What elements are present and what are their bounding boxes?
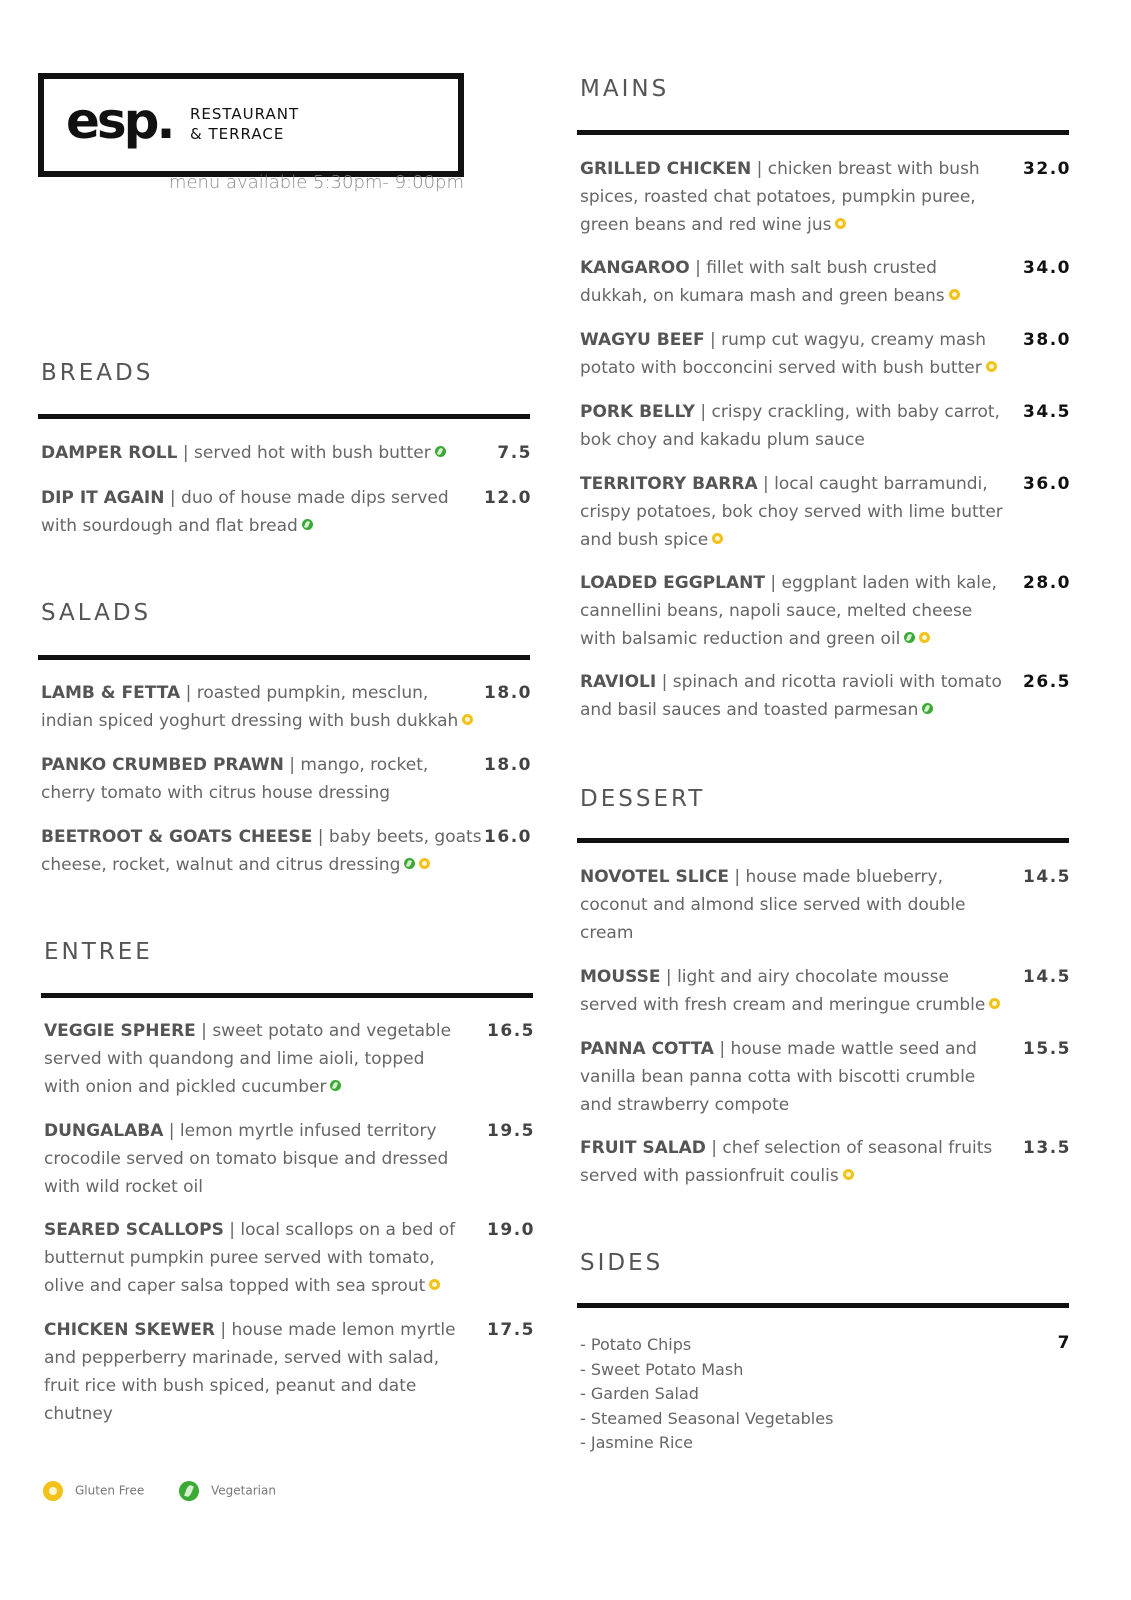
menu-item-panna-cotta: PANNA COTTA | house made wattle seed and vanilla bean panna cotta with biscotti crumble and strawberry compote <box>580 1039 977 1115</box>
menu-item-dungalaba: DUNGALABA | lemon myrtle infused territory crocodile served on tomato bisque and dressed with wild rocket oil <box>44 1121 449 1197</box>
item-name: DUNGALABA <box>44 1121 164 1141</box>
logo-line-2: & TERRACE <box>190 125 285 143</box>
menu-item-wagyu-beef: WAGYU BEEF | rump cut wagyu, creamy mash potato with bocconcini served with bush butter <box>580 326 1015 382</box>
menu-item-fruit-salad: FRUIT SALAD | chef selection of seasonal fruits served with passionfruit coulis <box>580 1138 993 1186</box>
legend-label: Gluten Free <box>75 1483 145 1498</box>
menu-item-loaded-eggplant: LOADED EGGPLANT | eggplant laden with kale, cannellini beans, napoli sauce, melted cheese with balsamic reduction and green oil <box>580 573 997 649</box>
menu-item-territory-barra: TERRITORY BARRA | local caught barramundi, crispy potatoes, bok choy served with lime butter and bush spice <box>580 474 1003 550</box>
menu-item-grilled-chicken: GRILLED CHICKEN | chicken breast with bush spices, roasted chat potatoes, pumpkin puree, green beans and red wine jus <box>580 159 980 235</box>
logo-mark: esp. <box>66 92 173 150</box>
item-name: SEARED SCALLOPS <box>44 1220 224 1240</box>
menu-hours: menu available 5:30pm- 9:00pm <box>168 172 464 193</box>
gluten-free-icon <box>843 1169 854 1180</box>
item-price: 16.5 <box>487 1021 535 1041</box>
item-name: VEGGIE SPHERE <box>44 1021 196 1041</box>
item-name: LOADED EGGPLANT <box>580 573 765 593</box>
item-desc: spinach and ricotta ravioli with tomato and basil sauces and toasted parmesan <box>580 672 1002 720</box>
item-price: 38.0 <box>1023 330 1071 350</box>
item-desc: duo of house made dips served with sourdough and flat bread <box>41 488 449 536</box>
gluten-free-icon <box>712 533 723 544</box>
legend-gluten-free <box>43 1481 144 1501</box>
section-rule-entree <box>41 993 533 998</box>
item-name: BEETROOT & GOATS CHEESE <box>41 827 313 847</box>
item-price: 18.0 <box>484 683 532 703</box>
menu-item-pork-belly: PORK BELLY | crispy crackling, with baby carrot, bok choy and kakadu plum sauce <box>580 402 1000 450</box>
item-price: 34.0 <box>1023 258 1071 278</box>
gluten-free-icon <box>919 632 930 643</box>
menu-item-novotel-slice: NOVOTEL SLICE | house made blueberry, coconut and almond slice served with double cream <box>580 867 966 943</box>
section-rule-dessert <box>577 838 1069 843</box>
item-name: LAMB & FETTA <box>41 683 181 703</box>
menu-item-veggie-sphere: VEGGIE SPHERE | sweet potato and vegetable served with quandong and lime aioli, topped with onion and pickled cucumber <box>44 1021 452 1097</box>
item-name: GRILLED CHICKEN <box>580 159 752 179</box>
item-desc: rump cut wagyu, creamy mash potato with bocconcini served with bush butter <box>580 330 987 378</box>
item-name: DAMPER ROLL <box>41 443 178 463</box>
vegetarian-icon <box>179 1481 199 1501</box>
item-name: MOUSSE <box>580 967 661 987</box>
sides-list <box>580 1333 833 1456</box>
item-desc: house made lemon myrtle and pepperberry marinade, served with salad, fruit rice with bush spiced, peanut and date chutney <box>44 1320 456 1424</box>
sides-price: 7 <box>1057 1333 1071 1353</box>
list-item: - Steamed Seasonal Vegetables <box>580 1408 834 1428</box>
item-price: 19.0 <box>487 1220 535 1240</box>
item-price: 7.5 <box>497 443 532 463</box>
list-item: - Sweet Potato Mash <box>580 1359 744 1379</box>
item-price: 19.5 <box>487 1121 535 1141</box>
section-rule-sides <box>577 1303 1069 1308</box>
list-item: - Jasmine Rice <box>580 1433 694 1452</box>
item-name: RAVIOLI <box>580 672 657 692</box>
item-name: NOVOTEL SLICE <box>580 867 729 887</box>
item-desc: chef selection of seasonal fruits served with passionfruit coulis <box>580 1138 993 1186</box>
item-desc: served hot with bush butter <box>194 443 431 463</box>
item-desc: house made wattle seed and vanilla bean panna cotta with biscotti crumble and strawberry compote <box>580 1039 977 1115</box>
vegetarian-icon <box>922 703 933 714</box>
vegetarian-icon <box>404 858 415 869</box>
item-desc: chicken breast with bush spices, roasted chat potatoes, pumpkin puree, green beans and red wine jus <box>580 159 980 235</box>
item-desc: mango, rocket, cherry tomato with citrus house dressing <box>41 755 429 803</box>
legend-vegetarian <box>179 1481 276 1501</box>
gluten-free-icon <box>835 218 846 229</box>
item-desc: local scallops on a bed of butternut pumpkin puree served with tomato, olive and caper salsa topped with sea sprout <box>44 1220 456 1296</box>
vegetarian-icon <box>904 632 915 643</box>
item-price: 34.5 <box>1023 402 1071 422</box>
gluten-free-icon <box>989 998 1000 1009</box>
item-desc: light and airy chocolate mousse served with fresh cream and meringue crumble <box>580 967 986 1015</box>
item-name: FRUIT SALAD <box>580 1138 706 1158</box>
item-desc: crispy crackling, with baby carrot, bok choy and kakadu plum sauce <box>580 402 1000 450</box>
list-item: - Potato Chips <box>580 1335 692 1354</box>
menu-item-panko-crumbed-prawn: PANKO CRUMBED PRAWN | mango, rocket, cherry tomato with citrus house dressing <box>41 755 429 803</box>
section-title-mains: MAINS <box>580 76 670 102</box>
vegetarian-icon <box>302 519 313 530</box>
section-rule-salads <box>38 655 530 660</box>
item-price: 26.5 <box>1023 672 1071 692</box>
menu-item-dip-it-again: DIP IT AGAIN | duo of house made dips served with sourdough and flat bread <box>41 488 449 536</box>
menu-item-seared-scallops: SEARED SCALLOPS | local scallops on a bed of butternut pumpkin puree served with tomato, olive and caper salsa topped with sea sprout <box>44 1220 456 1296</box>
item-name: CHICKEN SKEWER <box>44 1320 215 1340</box>
section-rule-mains <box>577 130 1069 135</box>
item-price: 17.5 <box>487 1320 535 1340</box>
item-price: 14.5 <box>1023 867 1071 887</box>
section-title-sides: SIDES <box>580 1250 664 1276</box>
item-desc: house made blueberry, coconut and almond slice served with double cream <box>580 867 966 943</box>
vegetarian-icon <box>435 446 446 457</box>
item-desc: eggplant laden with kale, cannellini beans, napoli sauce, melted cheese with balsamic reduction and green oil <box>580 573 997 649</box>
item-price: 12.0 <box>484 488 532 508</box>
item-price: 32.0 <box>1023 159 1071 179</box>
legend-label: Vegetarian <box>211 1483 276 1498</box>
item-desc: lemon myrtle infused territory crocodile served on tomato bisque and dressed with wild rocket oil <box>44 1121 449 1197</box>
section-rule-breads <box>38 414 530 419</box>
menu-item-kangaroo: KANGAROO | fillet with salt bush crusted dukkah, on kumara mash and green beans <box>580 254 990 310</box>
item-price: 36.0 <box>1023 474 1071 494</box>
item-name: DIP IT AGAIN <box>41 488 165 508</box>
section-title-dessert: DESSERT <box>580 786 706 812</box>
logo <box>38 73 464 177</box>
logo-line-1: RESTAURANT <box>190 105 300 123</box>
item-name: PORK BELLY <box>580 402 695 422</box>
item-desc: roasted pumpkin, mesclun, indian spiced yoghurt dressing with bush dukkah <box>41 683 459 731</box>
item-name: KANGAROO <box>580 258 690 278</box>
vegetarian-icon <box>330 1080 341 1091</box>
item-price: 18.0 <box>484 755 532 775</box>
gluten-free-icon <box>949 289 960 300</box>
section-title-entree: ENTREE <box>44 939 153 965</box>
item-desc: local caught barramundi, crispy potatoes, bok choy served with lime butter and bush spice <box>580 474 1003 550</box>
item-price: 28.0 <box>1023 573 1071 593</box>
logo-subtitle <box>190 104 299 144</box>
item-name: WAGYU BEEF <box>580 330 705 350</box>
menu-item-ravioli: RAVIOLI | spinach and ricotta ravioli with tomato and basil sauces and toasted parmesan <box>580 672 1002 720</box>
gluten-free-icon <box>43 1481 63 1501</box>
item-name: PANKO CRUMBED PRAWN <box>41 755 284 775</box>
menu-item-mousse: MOUSSE | light and airy chocolate mousse served with fresh cream and meringue crumble <box>580 963 1010 1019</box>
gluten-free-icon <box>462 714 473 725</box>
item-name: PANNA COTTA <box>580 1039 714 1059</box>
item-desc: baby beets, goats cheese, rocket, walnut and citrus dressing <box>41 827 482 875</box>
list-item: - Garden Salad <box>580 1384 699 1403</box>
gluten-free-icon <box>429 1279 440 1290</box>
menu-item-beetroot-goats-cheese: BEETROOT & GOATS CHEESE | baby beets, goats cheese, rocket, walnut and citrus dressing <box>41 827 482 875</box>
item-price: 15.5 <box>1023 1039 1071 1059</box>
section-title-salads: SALADS <box>41 600 152 626</box>
gluten-free-icon <box>419 858 430 869</box>
menu-item-lamb-fetta: LAMB & FETTA | roasted pumpkin, mesclun, indian spiced yoghurt dressing with bush dukkah <box>41 679 481 735</box>
gluten-free-icon <box>986 361 997 372</box>
menu-item-chicken-skewer: CHICKEN SKEWER | house made lemon myrtle and pepperberry marinade, served with salad, fruit rice with bush spiced, peanut and date chutney <box>44 1320 456 1424</box>
item-desc: fillet with salt bush crusted dukkah, on kumara mash and green beans <box>580 258 945 306</box>
menu-item-damper-roll: DAMPER ROLL | served hot with bush butter <box>41 439 461 467</box>
section-title-breads: BREADS <box>41 360 154 386</box>
item-price: 13.5 <box>1023 1138 1071 1158</box>
item-desc: sweet potato and vegetable served with quandong and lime aioli, topped with onion and pickled cucumber <box>44 1021 452 1097</box>
item-price: 16.0 <box>484 827 532 847</box>
item-price: 14.5 <box>1023 967 1071 987</box>
item-name: TERRITORY BARRA <box>580 474 758 494</box>
